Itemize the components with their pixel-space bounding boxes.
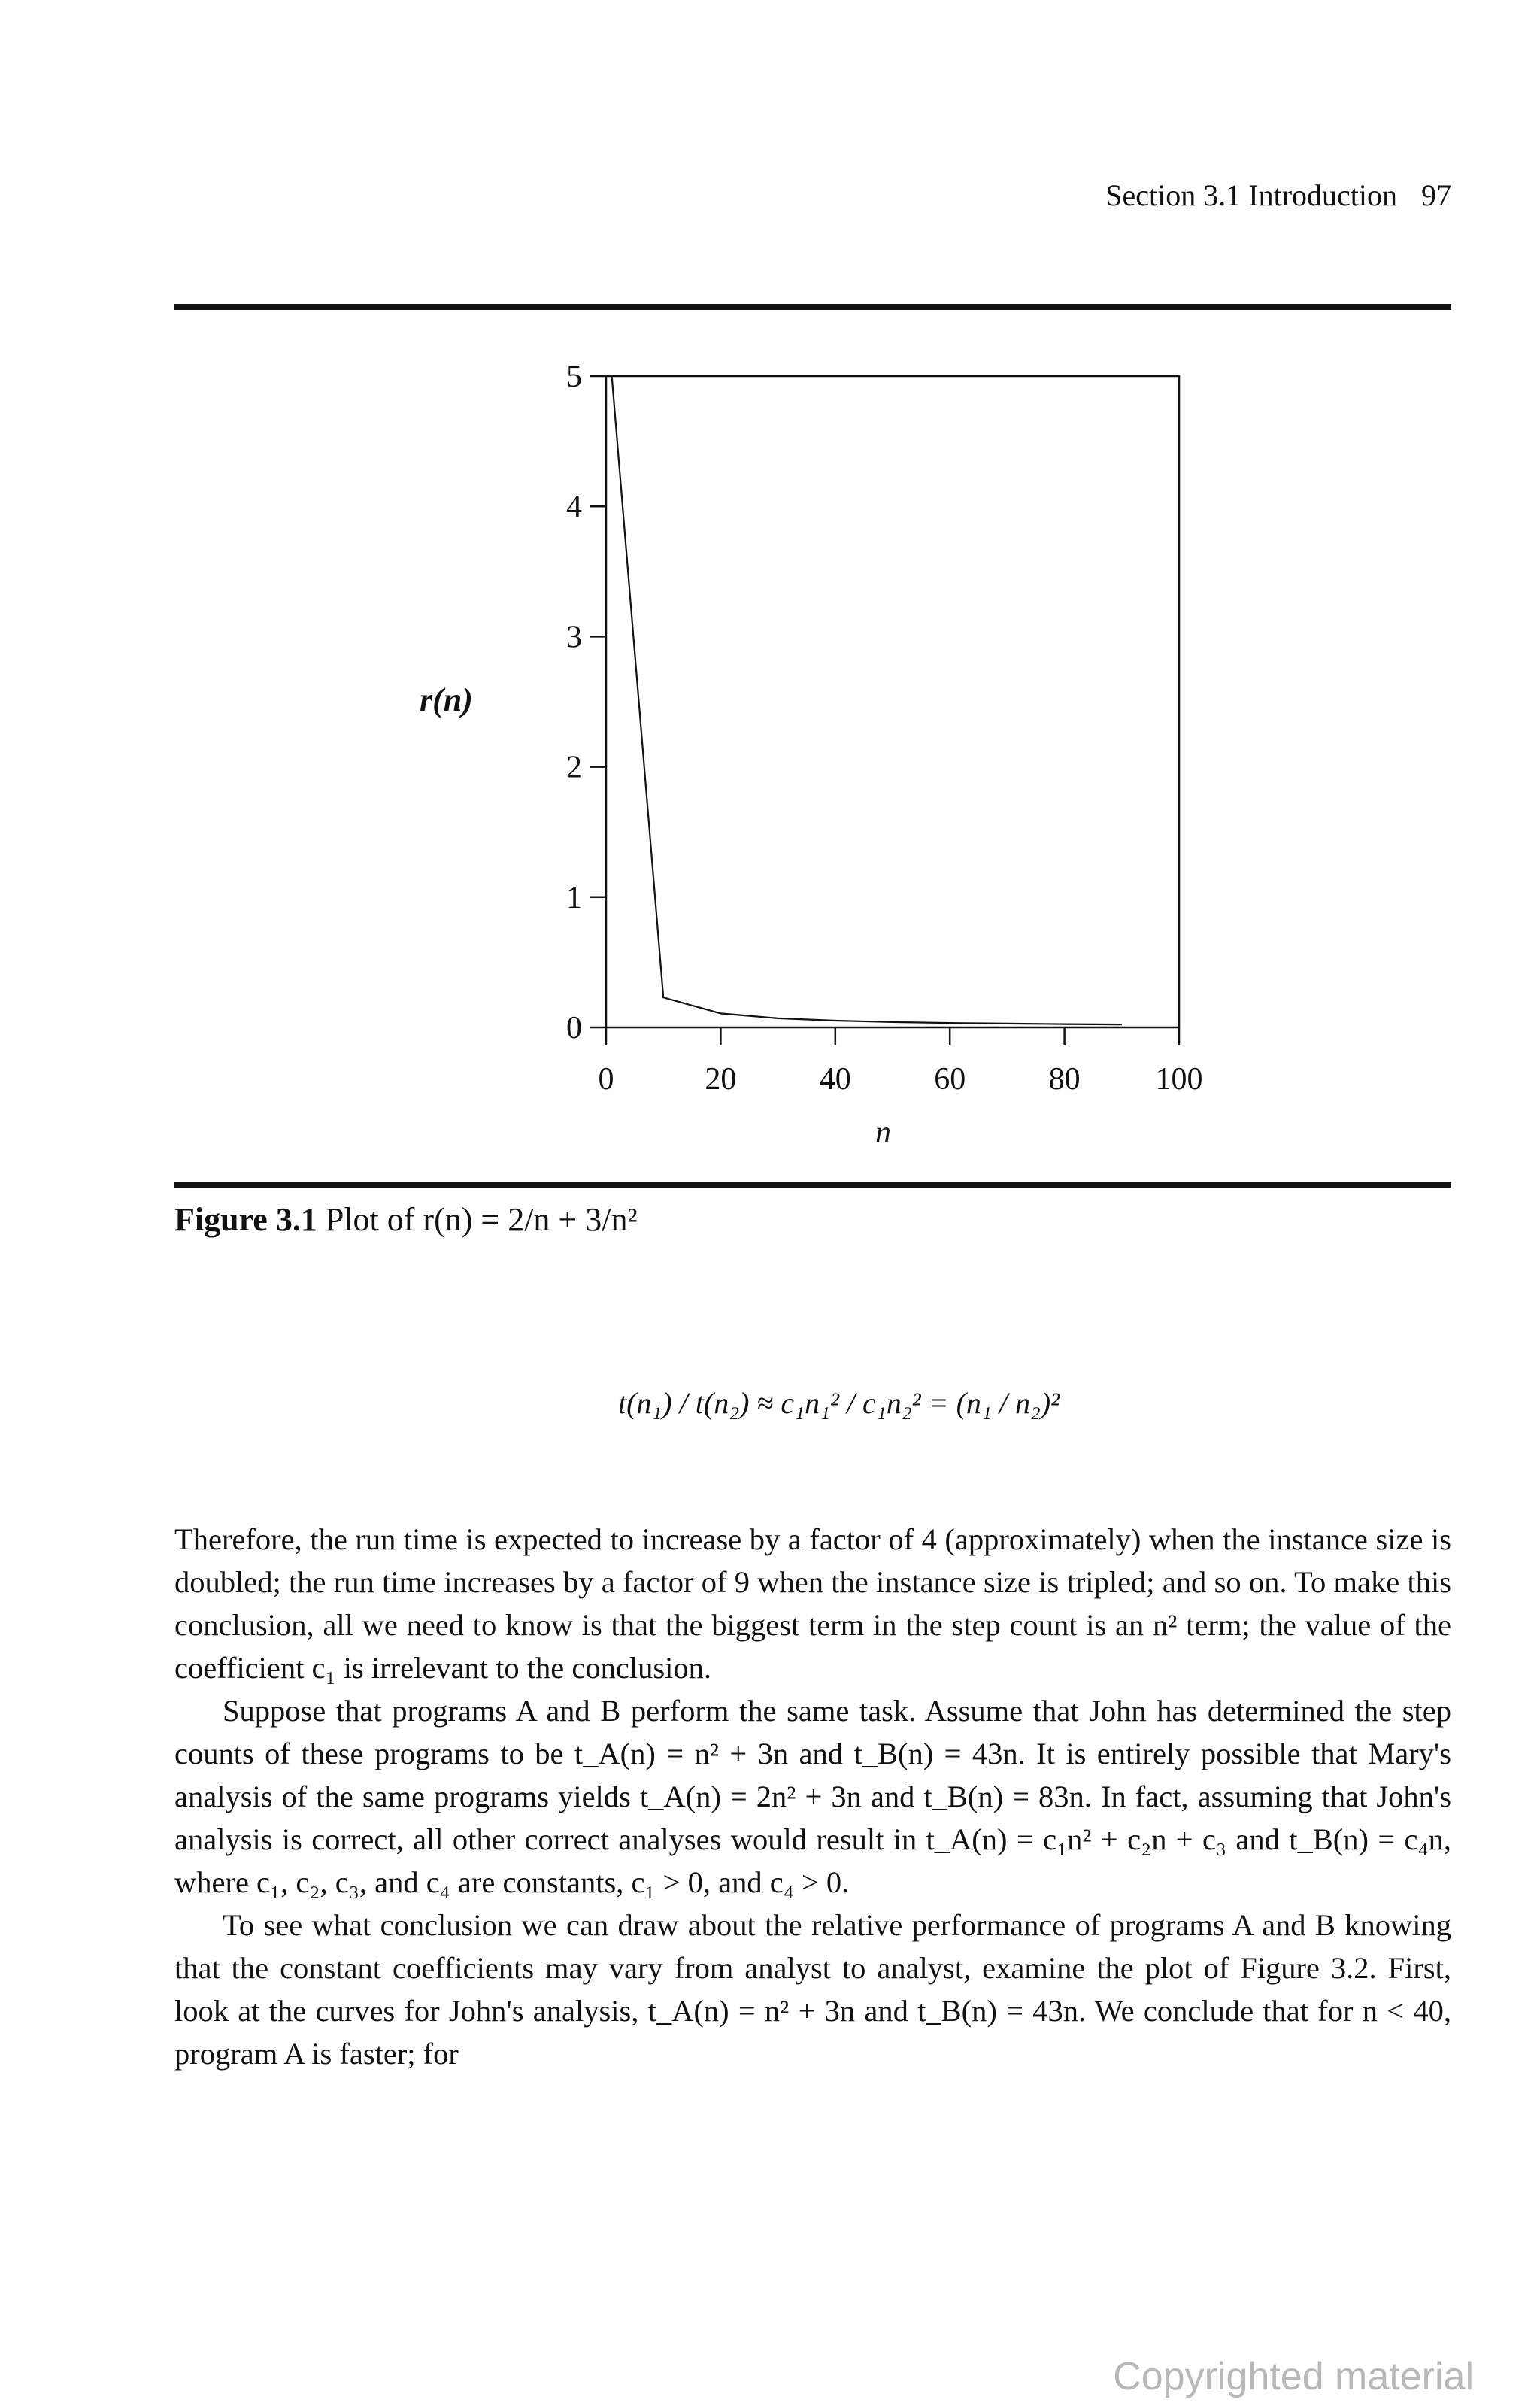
ratio-equation: t(n₁) / t(n₂) ≈ c₁n₁² / c₁n₂² = (n₁ / n₂)² [618, 1386, 1060, 1420]
x-tick-label: 40 [819, 1062, 851, 1097]
y-tick-label: 1 [566, 880, 582, 915]
y-tick-label: 3 [566, 620, 582, 655]
y-tick-label: 5 [566, 360, 582, 394]
copyright-watermark: Copyrighted material [1113, 2355, 1474, 2398]
r-of-n-line [612, 376, 1122, 1024]
y-tick-label: 4 [566, 490, 582, 525]
y-axis-label: r(n) [420, 681, 473, 718]
y-tick-label: 2 [566, 750, 582, 785]
y-tick-label: 0 [566, 1011, 582, 1045]
caption-label: Figure 3.1 [174, 1201, 317, 1238]
x-tick-label: 60 [934, 1062, 966, 1097]
x-axis-label: n [875, 1115, 891, 1150]
x-tick-label: 20 [705, 1062, 737, 1097]
caption-text: Plot of r(n) = 2/n + 3/n² [325, 1201, 638, 1238]
x-tick-label: 80 [1048, 1062, 1081, 1097]
page-number: 97 [1421, 178, 1451, 212]
plot-axes [606, 376, 1179, 1027]
paragraph: To see what conclusion we can draw about the relative performance of programs A and B knowing that the constant coefficients may vary from analyst to analyst, examine the plot of Figure 3.2. First, look at the curves for John's analysis, t_A(n) = n² + 3n and t_B(n) = 43n. We conclude that for n < 40, program A is faster; for [174, 1908, 1451, 2071]
plot-series [612, 376, 1122, 1024]
figure-plot [0, 0, 1540, 1173]
paragraph: Therefore, the run time is expected to increase by a factor of 4 (approximately) when the instance size is doubled; the run time increases by a factor of 9 when the instance size is tripled; and so on. To make this conclusion, all we need to know is that the biggest term in the step count is an n² term; the value of the coefficient c₁ is irrelevant to the conclusion. [174, 1522, 1451, 1685]
plot-box [606, 376, 1179, 1027]
body-text [174, 1518, 1451, 2075]
figure-bottom-rule [174, 1182, 1451, 1188]
x-tick-label: 100 [1155, 1062, 1203, 1097]
x-tick-label: 0 [598, 1062, 614, 1097]
figure-caption [174, 1200, 638, 1239]
section-title: Section 3.1 Introduction [1105, 178, 1397, 212]
paragraph: Suppose that programs A and B perform the same task. Assume that John has determined the step counts of these programs to be t_A(n) = n² + 3n and t_B(n) = 43n. It is entirely possible that Mary's analysis of the same programs yields t_A(n) = 2n² + 3n and t_B(n) = 83n. In fact, assuming that John's analysis is correct, all other correct analyses would result in t_A(n) = c₁n² + c₂n + c₃ and t_B(n) = c₄n, where c₁, c₂, c₃, and c₄ are constants, c₁ > 0, and c₄ > 0. [174, 1694, 1451, 1899]
